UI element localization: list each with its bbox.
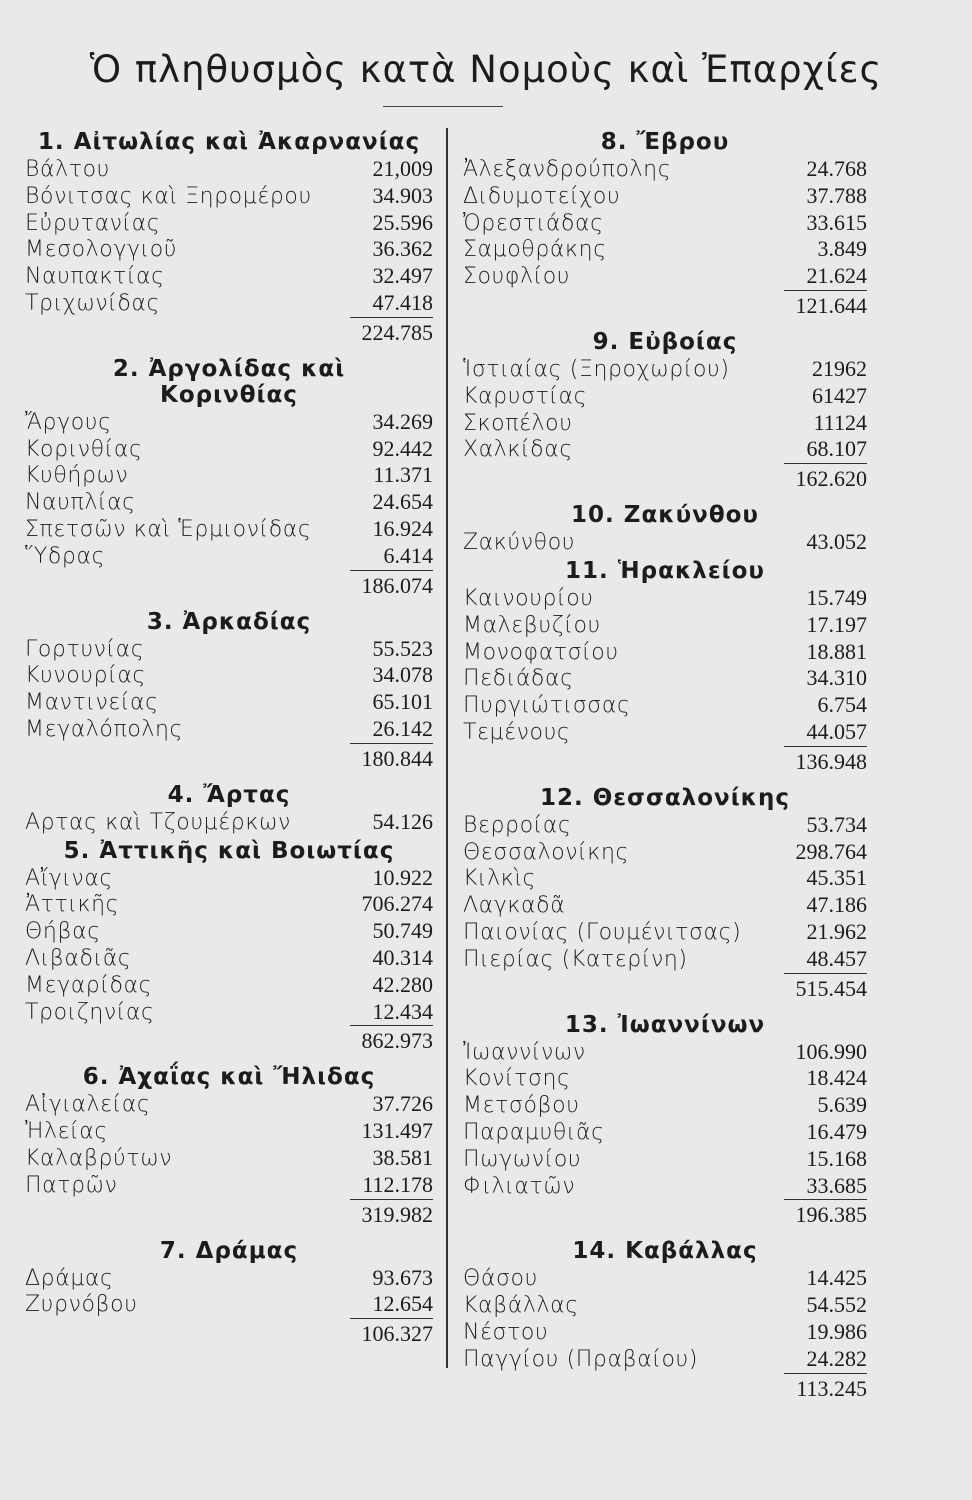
province-name: Νέστου bbox=[463, 1319, 549, 1345]
section-total bbox=[463, 1373, 867, 1402]
prefecture-section bbox=[463, 1238, 867, 1409]
section-heading: 11. Ἡρακλείου bbox=[565, 557, 765, 584]
province-row bbox=[463, 892, 867, 919]
province-name: Ἀλεξανδρούπολης bbox=[463, 157, 672, 182]
province-row bbox=[463, 410, 867, 437]
prefecture-section bbox=[463, 558, 867, 783]
province-name: Πωγωνίου bbox=[463, 1146, 582, 1172]
population-value: 24.654 bbox=[372, 489, 433, 515]
population-value: 131.497 bbox=[361, 1118, 433, 1144]
province-name: Ναυπλίας bbox=[25, 490, 136, 516]
province-row bbox=[463, 1039, 867, 1066]
province-name: Κιλκὶς bbox=[463, 866, 536, 892]
section-heading: 8. Ἔβρου bbox=[600, 129, 730, 155]
province-row bbox=[25, 891, 433, 918]
province-name: Γορτυνίας bbox=[25, 636, 145, 662]
province-name: Μαντινείας bbox=[25, 690, 159, 716]
population-value: 61427 bbox=[812, 382, 867, 408]
province-name: Λιβαδιᾶς bbox=[25, 945, 132, 971]
province-row bbox=[463, 639, 867, 666]
province-row bbox=[463, 383, 867, 410]
population-value: 18.424 bbox=[806, 1065, 867, 1091]
total-value: 180.844 bbox=[350, 743, 434, 772]
province-row bbox=[25, 290, 433, 317]
section-heading: 3. Ἀρκαδίας bbox=[146, 608, 312, 635]
province-name: Χαλκίδας bbox=[463, 437, 573, 463]
province-row bbox=[463, 1292, 867, 1319]
province-row bbox=[463, 692, 867, 719]
population-value: 34.269 bbox=[372, 408, 433, 434]
column-divider bbox=[446, 128, 448, 1368]
population-value: 11.371 bbox=[373, 462, 433, 488]
province-name: Ὕδρας bbox=[25, 543, 106, 569]
province-name: Σουφλίου bbox=[463, 264, 571, 290]
total-value: 136.948 bbox=[784, 746, 868, 775]
province-name: Θεσσαλονίκης bbox=[463, 839, 630, 865]
page-title: Ὁ πληθυσμὸς κατὰ Νομοὺς καὶ Ἐπαρχίες bbox=[89, 48, 883, 91]
prefecture-section bbox=[463, 329, 867, 500]
province-row bbox=[463, 1092, 867, 1119]
province-row bbox=[463, 612, 867, 639]
prefecture-section bbox=[25, 356, 433, 607]
population-value: 54.552 bbox=[806, 1292, 867, 1318]
section-total bbox=[463, 746, 867, 775]
province-name: Ἄργους bbox=[25, 409, 112, 435]
province-row bbox=[463, 263, 867, 290]
province-name: Ἠλείας bbox=[25, 1119, 108, 1145]
population-value: 36.362 bbox=[372, 236, 433, 262]
prefecture-section bbox=[463, 129, 867, 327]
population-value: 33.615 bbox=[806, 209, 867, 235]
province-row bbox=[25, 183, 433, 210]
province-name: Ὀρεστιάδας bbox=[463, 210, 604, 236]
province-name: Τροιζηνίας bbox=[25, 999, 155, 1025]
province-row bbox=[463, 183, 867, 210]
population-value: 32.497 bbox=[372, 263, 433, 289]
population-value: 53.734 bbox=[806, 811, 867, 837]
province-name: Σαμοθράκης bbox=[463, 237, 607, 263]
section-total bbox=[463, 290, 867, 319]
total-value: 862.973 bbox=[350, 1025, 434, 1054]
province-name: Εὐρυτανίας bbox=[25, 210, 161, 236]
population-value: 21,009 bbox=[372, 156, 433, 181]
total-value: 515.454 bbox=[784, 973, 868, 1002]
province-row bbox=[463, 1265, 867, 1292]
population-value: 40.314 bbox=[372, 944, 433, 970]
province-row bbox=[463, 719, 867, 746]
prefecture-section bbox=[25, 1064, 433, 1235]
population-value: 45.351 bbox=[806, 865, 867, 891]
province-name: Ἱστιαίας (Ξηροχωρίου) bbox=[463, 356, 730, 382]
province-row bbox=[463, 236, 867, 263]
province-row bbox=[25, 999, 433, 1026]
total-value: 196.385 bbox=[784, 1199, 868, 1228]
province-name: Θήβας bbox=[25, 919, 101, 945]
province-name: Πεδιάδας bbox=[463, 666, 574, 692]
province-row bbox=[25, 263, 433, 290]
province-row bbox=[25, 809, 433, 836]
population-value: 10.922 bbox=[372, 864, 433, 890]
section-total bbox=[25, 1318, 433, 1347]
province-row bbox=[25, 489, 433, 516]
province-name: Μετσόβου bbox=[463, 1093, 580, 1119]
prefecture-section bbox=[25, 782, 433, 836]
population-value: 5.639 bbox=[817, 1092, 867, 1118]
total-value: 319.982 bbox=[350, 1199, 434, 1228]
province-row bbox=[463, 1346, 867, 1373]
province-name: Καλαβρύτων bbox=[25, 1145, 173, 1171]
population-value: 17.197 bbox=[806, 611, 867, 637]
province-name: Ζυρνόβου bbox=[25, 1292, 138, 1318]
population-value: 33.685 bbox=[806, 1172, 867, 1198]
section-total bbox=[25, 317, 433, 346]
province-row bbox=[25, 945, 433, 972]
province-row bbox=[25, 1118, 433, 1145]
population-value: 37.788 bbox=[806, 182, 867, 208]
province-row bbox=[25, 662, 433, 689]
province-name: Πατρῶν bbox=[25, 1172, 118, 1198]
province-row bbox=[25, 210, 433, 237]
population-value: 50.749 bbox=[372, 918, 433, 944]
province-row bbox=[463, 1319, 867, 1346]
province-row bbox=[463, 1173, 867, 1200]
province-row bbox=[463, 356, 867, 383]
population-value: 11124 bbox=[813, 409, 867, 435]
section-total bbox=[25, 743, 433, 772]
section-total bbox=[463, 1199, 867, 1228]
population-value: 37.726 bbox=[372, 1091, 433, 1117]
province-name: Καβάλλας bbox=[463, 1293, 579, 1319]
province-row bbox=[25, 1291, 433, 1318]
section-total bbox=[25, 570, 433, 599]
section-total bbox=[463, 463, 867, 492]
total-value: 121.644 bbox=[784, 290, 868, 319]
population-value: 21962 bbox=[812, 355, 867, 381]
population-value: 3.849 bbox=[817, 236, 867, 262]
population-value: 24.282 bbox=[806, 1345, 867, 1371]
section-heading: 13. Ἰωαννίνων bbox=[564, 1011, 766, 1038]
province-row bbox=[463, 585, 867, 612]
province-row bbox=[25, 1265, 433, 1292]
prefecture-section bbox=[463, 502, 867, 556]
section-heading: 5. Ἀττικῆς καὶ Βοιωτίας bbox=[63, 837, 395, 864]
province-name: Βερροίας bbox=[463, 812, 572, 838]
population-value: 92.442 bbox=[372, 435, 433, 461]
population-value: 54.126 bbox=[372, 808, 433, 834]
province-row bbox=[25, 865, 433, 892]
province-name: Κυθήρων bbox=[25, 463, 129, 489]
section-total bbox=[25, 1025, 433, 1054]
prefecture-section bbox=[25, 609, 433, 780]
province-name: Μεσολογγιοῦ bbox=[25, 237, 178, 263]
province-name: Θάσου bbox=[463, 1266, 538, 1292]
province-row bbox=[463, 1119, 867, 1146]
province-name: Καινουρίου bbox=[463, 585, 594, 611]
province-row bbox=[25, 436, 433, 463]
population-value: 16.479 bbox=[806, 1118, 867, 1144]
province-row bbox=[25, 156, 433, 183]
population-value: 48.457 bbox=[806, 945, 867, 971]
province-row bbox=[463, 946, 867, 973]
province-row bbox=[463, 1065, 867, 1092]
section-heading: 7. Δράμας bbox=[159, 1237, 299, 1264]
province-name: Μονοφατσίου bbox=[463, 639, 619, 665]
prefecture-section bbox=[25, 1238, 433, 1356]
population-value: 24.768 bbox=[806, 156, 867, 181]
province-name: Μαλεβυζίου bbox=[463, 612, 601, 638]
title-rule bbox=[383, 106, 503, 107]
province-name: Τεμένους bbox=[463, 719, 571, 745]
province-name: Διδυμοτείχου bbox=[463, 183, 621, 209]
population-value: 6.754 bbox=[817, 692, 867, 718]
population-value: 47.418 bbox=[372, 289, 433, 315]
population-value: 12.434 bbox=[372, 998, 433, 1024]
section-heading: 12. Θεσσαλονίκης bbox=[539, 784, 791, 811]
province-name: Παγγίου (Πραβαίου) bbox=[463, 1346, 699, 1372]
province-name: Πιερίας (Κατερίνη) bbox=[463, 946, 688, 972]
population-value: 65.101 bbox=[372, 689, 433, 715]
province-row bbox=[25, 918, 433, 945]
total-value: 162.620 bbox=[784, 463, 868, 492]
prefecture-section bbox=[25, 838, 433, 1063]
province-name: Λαγκαδᾶ bbox=[463, 893, 566, 919]
population-value: 14.425 bbox=[806, 1265, 867, 1291]
left-column bbox=[25, 127, 433, 1355]
population-value: 34.903 bbox=[372, 182, 433, 208]
province-row bbox=[25, 462, 433, 489]
prefecture-section bbox=[463, 785, 867, 1010]
province-name: Κονίτσης bbox=[463, 1066, 571, 1092]
prefecture-section bbox=[463, 1012, 867, 1237]
population-value: 21.624 bbox=[806, 263, 867, 289]
prefecture-section bbox=[25, 129, 433, 354]
right-column bbox=[463, 127, 867, 1410]
population-value: 55.523 bbox=[372, 635, 433, 661]
province-row bbox=[463, 529, 867, 556]
population-value: 106.990 bbox=[795, 1038, 867, 1064]
population-value: 38.581 bbox=[372, 1144, 433, 1170]
population-value: 34.078 bbox=[372, 662, 433, 688]
province-name: Παιονίας (Γουμένιτσας) bbox=[463, 919, 742, 945]
population-value: 21.962 bbox=[806, 918, 867, 944]
population-value: 34.310 bbox=[806, 665, 867, 691]
population-value: 112.178 bbox=[362, 1171, 433, 1197]
province-row bbox=[25, 1091, 433, 1118]
population-value: 706.274 bbox=[361, 891, 433, 917]
population-value: 16.924 bbox=[372, 515, 433, 541]
population-value: 15.749 bbox=[806, 584, 867, 610]
province-row bbox=[463, 865, 867, 892]
section-total bbox=[25, 1199, 433, 1228]
province-name: Μεγαλόπολης bbox=[25, 716, 184, 742]
population-value: 12.654 bbox=[372, 1291, 433, 1317]
province-name: Ἀττικῆς bbox=[25, 892, 120, 918]
province-name: Παραμυθιᾶς bbox=[463, 1119, 605, 1145]
section-heading: 2. Ἀργολίδας καὶ Κορινθίας bbox=[112, 355, 346, 408]
total-value: 224.785 bbox=[350, 317, 434, 346]
province-row bbox=[463, 1146, 867, 1173]
population-value: 43.052 bbox=[806, 529, 867, 555]
total-value: 113.245 bbox=[784, 1373, 867, 1402]
province-name: Τριχωνίδας bbox=[25, 290, 161, 316]
province-name: Αἰγιαλείας bbox=[25, 1092, 151, 1118]
population-value: 44.057 bbox=[806, 718, 867, 744]
province-row bbox=[463, 156, 867, 183]
province-name: Καρυστίας bbox=[463, 383, 588, 409]
population-value: 298.764 bbox=[795, 838, 867, 864]
total-value: 186.074 bbox=[350, 570, 434, 599]
province-row bbox=[25, 636, 433, 663]
section-heading: 6. Ἀχαΐας καὶ Ἤλιδας bbox=[82, 1064, 376, 1091]
province-row bbox=[463, 665, 867, 692]
population-value: 26.142 bbox=[372, 715, 433, 741]
province-row bbox=[463, 210, 867, 237]
population-value: 15.168 bbox=[806, 1145, 867, 1171]
province-name: Μεγαρίδας bbox=[25, 972, 153, 998]
province-row bbox=[25, 236, 433, 263]
province-name: Κορινθίας bbox=[25, 436, 143, 462]
population-value: 19.986 bbox=[806, 1318, 867, 1344]
province-name: Δράμας bbox=[25, 1265, 114, 1291]
province-row bbox=[25, 716, 433, 743]
province-row bbox=[25, 516, 433, 543]
total-value: 106.327 bbox=[350, 1318, 434, 1347]
section-heading: 4. Ἄρτας bbox=[167, 781, 291, 808]
section-heading: 9. Εὐβοίας bbox=[592, 328, 738, 355]
population-value: 42.280 bbox=[372, 971, 433, 997]
province-row bbox=[463, 436, 867, 463]
province-name: Κυνουρίας bbox=[25, 663, 146, 689]
province-name: Ἰωαννίνων bbox=[463, 1039, 586, 1065]
province-row bbox=[25, 1145, 433, 1172]
population-value: 93.673 bbox=[372, 1264, 433, 1290]
province-name: Ναυπακτίας bbox=[25, 264, 165, 290]
population-value: 6.414 bbox=[383, 542, 433, 568]
province-name: Πυργιώτισσας bbox=[463, 693, 631, 719]
province-row bbox=[25, 1172, 433, 1199]
section-heading: 1. Αἰτωλίας καὶ Ἀκαρνανίας bbox=[37, 129, 421, 155]
province-name: Βόνιτσας καὶ Ξηρομέρου bbox=[25, 183, 312, 209]
section-heading: 10. Ζακύνθου bbox=[571, 502, 759, 529]
province-row bbox=[463, 919, 867, 946]
province-name: Σκοπέλου bbox=[463, 410, 573, 436]
population-value: 47.186 bbox=[806, 892, 867, 918]
province-row bbox=[463, 812, 867, 839]
population-value: 68.107 bbox=[806, 436, 867, 462]
province-name: Φιλιατῶν bbox=[463, 1173, 576, 1199]
section-heading: 14. Καβάλλας bbox=[572, 1238, 758, 1265]
province-row bbox=[25, 689, 433, 716]
section-total bbox=[463, 973, 867, 1002]
province-name: Αρτας καὶ Τζουμέρκων bbox=[25, 809, 291, 835]
province-name: Αἴγινας bbox=[25, 865, 113, 891]
province-row bbox=[463, 839, 867, 866]
province-name: Σπετσῶν καὶ Ἑρμιονίδας bbox=[25, 516, 312, 542]
province-row bbox=[25, 409, 433, 436]
province-row bbox=[25, 543, 433, 570]
population-value: 18.881 bbox=[806, 638, 867, 664]
province-name: Βάλτου bbox=[25, 157, 110, 182]
population-value: 25.596 bbox=[372, 209, 433, 235]
province-name: Ζακύνθου bbox=[463, 530, 576, 556]
province-row bbox=[25, 972, 433, 999]
